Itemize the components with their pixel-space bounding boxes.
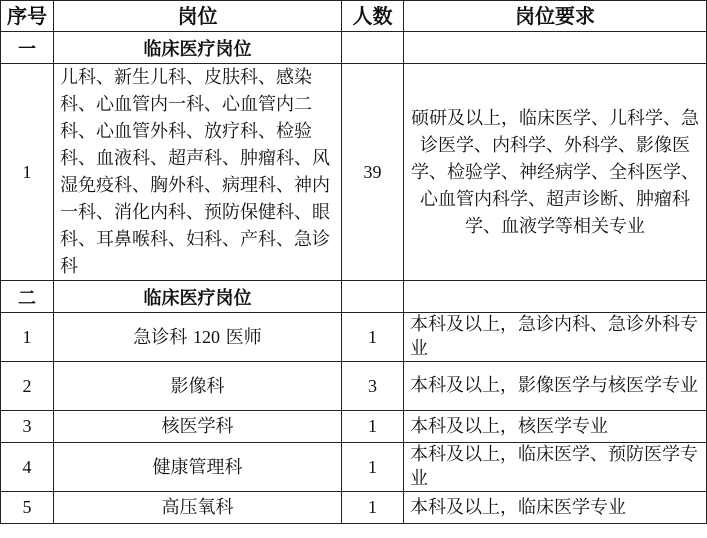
position-number: 120: [193, 326, 220, 347]
header-seq: 序号: [1, 1, 54, 32]
section-seq: 一: [1, 32, 54, 64]
table-row: [1, 411, 707, 443]
row-count: 3: [342, 362, 404, 411]
row-seq: 5: [1, 492, 54, 524]
position-prefix: 急诊科: [133, 326, 188, 348]
row-seq: 1: [1, 313, 54, 362]
row-count: 39: [342, 64, 404, 281]
position-suffix: 医师: [225, 326, 262, 348]
row-position: 儿科、新生儿科、皮肤科、感染科、心血管内一科、心血管内二科、心血管外科、放疗科、检验科、血液科、超声科、肿瘤科、风湿免疫科、胸外科、病理科、神内一科、消化内科、预防保健科、眼科、耳鼻喉科、妇科、产科、急诊科: [54, 64, 342, 281]
header-position: 岗位: [54, 1, 342, 32]
section-row: [1, 32, 707, 64]
section-title: 临床医疗岗位: [54, 281, 342, 313]
table-row: [1, 64, 707, 281]
row-count: 1: [342, 443, 404, 492]
row-requirement: 本科及以上，临床医学专业: [404, 492, 707, 524]
section-empty-count: [342, 281, 404, 313]
section-title: 临床医疗岗位: [54, 32, 342, 64]
row-requirement: 硕研及以上，临床医学、儿科学、急诊医学、内科学、外科学、影像医学、检验学、神经病学、全科医学、心血管内科学、超声诊断、肿瘤科学、血液学等相关专业: [404, 64, 707, 281]
row-requirement: 本科及以上，急诊内科、急诊外科专业: [404, 313, 707, 362]
row-count: 1: [342, 313, 404, 362]
row-position: [54, 313, 342, 362]
section-empty-requirement: [404, 281, 707, 313]
header-count: 人数: [342, 1, 404, 32]
table-row: [1, 313, 707, 362]
table-row: [1, 492, 707, 524]
row-seq: 3: [1, 411, 54, 443]
header-requirement: 岗位要求: [404, 1, 707, 32]
row-position: 核医学科: [54, 411, 342, 443]
row-requirement: 本科及以上，影像医学与核医学专业: [404, 362, 707, 411]
table-row: [1, 362, 707, 411]
row-count: 1: [342, 411, 404, 443]
row-requirement: 本科及以上，核医学专业: [404, 411, 707, 443]
header-row: [1, 1, 707, 32]
section-empty-requirement: [404, 32, 707, 64]
section-empty-count: [342, 32, 404, 64]
row-requirement: 本科及以上，临床医学、预防医学专业: [404, 443, 707, 492]
row-seq: 1: [1, 64, 54, 281]
row-position: 高压氧科: [54, 492, 342, 524]
row-seq: 4: [1, 443, 54, 492]
row-count: 1: [342, 492, 404, 524]
section-seq: 二: [1, 281, 54, 313]
section-row: [1, 281, 707, 313]
row-position: 影像科: [54, 362, 342, 411]
row-seq: 2: [1, 362, 54, 411]
table-row: [1, 443, 707, 492]
row-position: 健康管理科: [54, 443, 342, 492]
